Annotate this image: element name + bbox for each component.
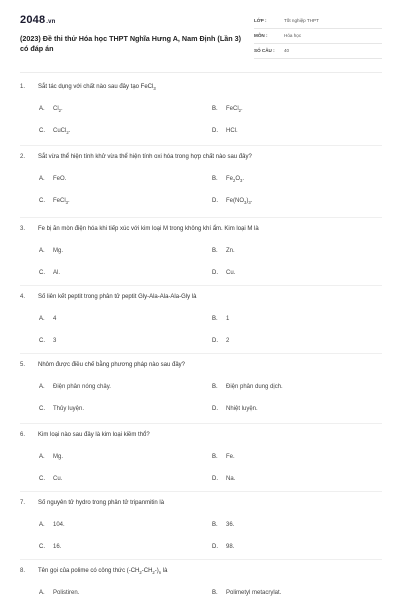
question-number: 8.: [20, 568, 26, 574]
option-letter: C.: [39, 128, 45, 134]
option-text: 16.: [53, 544, 62, 550]
answer-option[interactable]: [212, 106, 243, 113]
option-letter: B.: [212, 176, 218, 182]
question-number: 2.: [20, 154, 26, 160]
question-text: Tên gọi của polime có công thức $(-CH_2-CH_2-)_n$ là: [38, 568, 168, 576]
question-text: Kim loại nào sau đây là kim loại kiềm thổ?: [38, 432, 150, 438]
question-text: Số liên kết peptit trong phân tử peptit Gly-Ala-Ala-Ala-Gly là: [38, 294, 197, 300]
question-text: Sắt tác dụng với chất nào sau đây tạo FeCl$_3$: [38, 84, 156, 92]
option-letter: D.: [212, 128, 218, 134]
option-letter: B.: [212, 316, 218, 322]
option-letter: B.: [212, 106, 218, 112]
answer-option[interactable]: [39, 248, 63, 254]
question-number: 5.: [20, 362, 26, 368]
option-letter: D.: [212, 476, 218, 482]
option-text: Cu.: [53, 476, 63, 482]
answer-option[interactable]: [212, 270, 235, 276]
option-text: Zn.: [226, 248, 235, 254]
option-text: 3: [53, 338, 57, 344]
option-letter: D.: [212, 338, 218, 344]
option-text: Al.: [53, 270, 61, 276]
meta-value: 40: [284, 48, 290, 53]
option-text: Fe.: [226, 454, 235, 460]
answer-option[interactable]: [39, 128, 70, 135]
option-letter: B.: [212, 248, 218, 254]
answer-option[interactable]: [39, 384, 111, 390]
meta-label: SỐ CÂU :: [254, 48, 275, 53]
option-letter: A.: [39, 590, 45, 596]
option-text: FeO.: [53, 176, 67, 182]
question-divider: [20, 145, 382, 146]
answer-option[interactable]: [212, 544, 234, 550]
option-letter: B.: [212, 590, 218, 596]
option-text: 1: [226, 316, 230, 322]
option-text: HCl.: [226, 128, 238, 134]
answer-option[interactable]: [212, 198, 252, 205]
answer-option[interactable]: [212, 406, 258, 412]
question-text: Fe bị ăn mòn điện hóa khi tiếp xúc với kim loại M trong không khí ẩm. Kim loại M là: [38, 226, 259, 232]
meta-value: Hóa học: [284, 33, 302, 38]
question-divider: [20, 217, 382, 218]
option-text: Điện phân nóng chảy.: [53, 384, 111, 390]
option-text: 2: [226, 338, 230, 344]
option-letter: D.: [212, 198, 218, 204]
question-divider: [20, 491, 382, 492]
question-text: Nhôm được điều chế bằng phương pháp nào sau đây?: [38, 362, 186, 368]
option-letter: A.: [39, 176, 45, 182]
option-letter: A.: [39, 522, 45, 528]
question-number: 7.: [20, 500, 26, 506]
meta-value: Tốt nghiệp THPT: [284, 18, 319, 23]
answer-option[interactable]: [39, 476, 62, 482]
answer-option[interactable]: [39, 522, 65, 528]
exam-title: (2023) Đề thi thử Hóa học THPT Nghĩa Hưng A, Nam Định (Lần 3) có đáp án: [20, 34, 241, 53]
answer-option[interactable]: [39, 544, 61, 550]
question-divider: [20, 285, 382, 286]
answer-option[interactable]: [212, 338, 229, 344]
option-letter: A.: [39, 316, 45, 322]
question-text: Số nguyên tử hydro trong phân tử tripanmitin là: [38, 500, 165, 506]
answer-option[interactable]: [212, 316, 229, 322]
meta-label: MÔN :: [254, 33, 268, 38]
answer-option[interactable]: [39, 316, 56, 322]
answer-option[interactable]: [39, 406, 84, 412]
option-text: Thủy luyện.: [53, 406, 85, 412]
answer-option[interactable]: [39, 198, 70, 205]
option-text: Nhiệt luyện.: [226, 406, 258, 412]
option-letter: A.: [39, 454, 45, 460]
option-text: Mg.: [53, 454, 64, 460]
logo-text: 2048: [20, 14, 46, 26]
answer-option[interactable]: [212, 176, 244, 183]
option-text: 36.: [226, 522, 235, 528]
option-text: Mg.: [53, 248, 64, 254]
option-text: Polimetyl metacrylat.: [226, 590, 282, 596]
option-letter: B.: [212, 384, 218, 390]
question-divider: [20, 423, 382, 424]
option-letter: C.: [39, 544, 45, 550]
option-letter: B.: [212, 454, 218, 460]
option-letter: C.: [39, 406, 45, 412]
answer-option[interactable]: [212, 454, 235, 460]
option-letter: C.: [39, 270, 45, 276]
option-text: Na.: [226, 476, 236, 482]
question-number: 6.: [20, 432, 26, 438]
option-letter: D.: [212, 406, 218, 412]
option-letter: D.: [212, 270, 218, 276]
answer-option[interactable]: [212, 384, 283, 390]
option-text: 4: [53, 316, 57, 322]
logo-suffix: .vn: [46, 19, 56, 25]
option-letter: A.: [39, 384, 45, 390]
option-text: Polistiren.: [53, 590, 80, 596]
option-letter: A.: [39, 248, 45, 254]
answer-option[interactable]: [212, 522, 234, 528]
option-text: Cu.: [226, 270, 236, 276]
answer-option[interactable]: [212, 476, 235, 482]
option-letter: C.: [39, 198, 45, 204]
option-text: CuCl$_2$.: [53, 128, 71, 136]
answer-option[interactable]: [39, 176, 66, 182]
meta-label: LỚP :: [254, 18, 267, 23]
option-letter: D.: [212, 544, 218, 550]
option-letter: B.: [212, 522, 218, 528]
option-letter: C.: [39, 338, 45, 344]
option-text: $Cl_2$.: [53, 106, 63, 114]
option-letter: C.: [39, 476, 45, 482]
option-text: FeCl$_2$.: [226, 106, 243, 114]
answer-option[interactable]: [39, 338, 56, 344]
question-number: 4.: [20, 294, 26, 300]
question-divider: [20, 559, 382, 560]
option-letter: A.: [39, 106, 45, 112]
answer-option[interactable]: [212, 248, 235, 254]
answer-option[interactable]: [39, 454, 63, 460]
question-text: Sắt vừa thể hiện tính khử vừa thể hiện tính oxi hóa trong hợp chất nào sau đây?: [38, 154, 252, 160]
option-text: $Fe(NO_3)_3$.: [226, 198, 253, 206]
option-text: Điện phân dung dịch.: [226, 384, 283, 390]
answer-option[interactable]: [212, 590, 281, 596]
option-text: 98.: [226, 544, 235, 550]
answer-option[interactable]: [39, 590, 79, 596]
question-number: 1.: [20, 84, 26, 90]
answer-option[interactable]: [39, 270, 60, 276]
question-divider: [20, 353, 382, 354]
answer-option[interactable]: [39, 106, 63, 113]
option-text: 104.: [53, 522, 65, 528]
option-text: FeCl$_3$.: [53, 198, 70, 206]
answer-option[interactable]: [212, 128, 238, 134]
option-text: $Fe_2O_3$.: [226, 176, 245, 184]
question-number: 3.: [20, 226, 26, 232]
